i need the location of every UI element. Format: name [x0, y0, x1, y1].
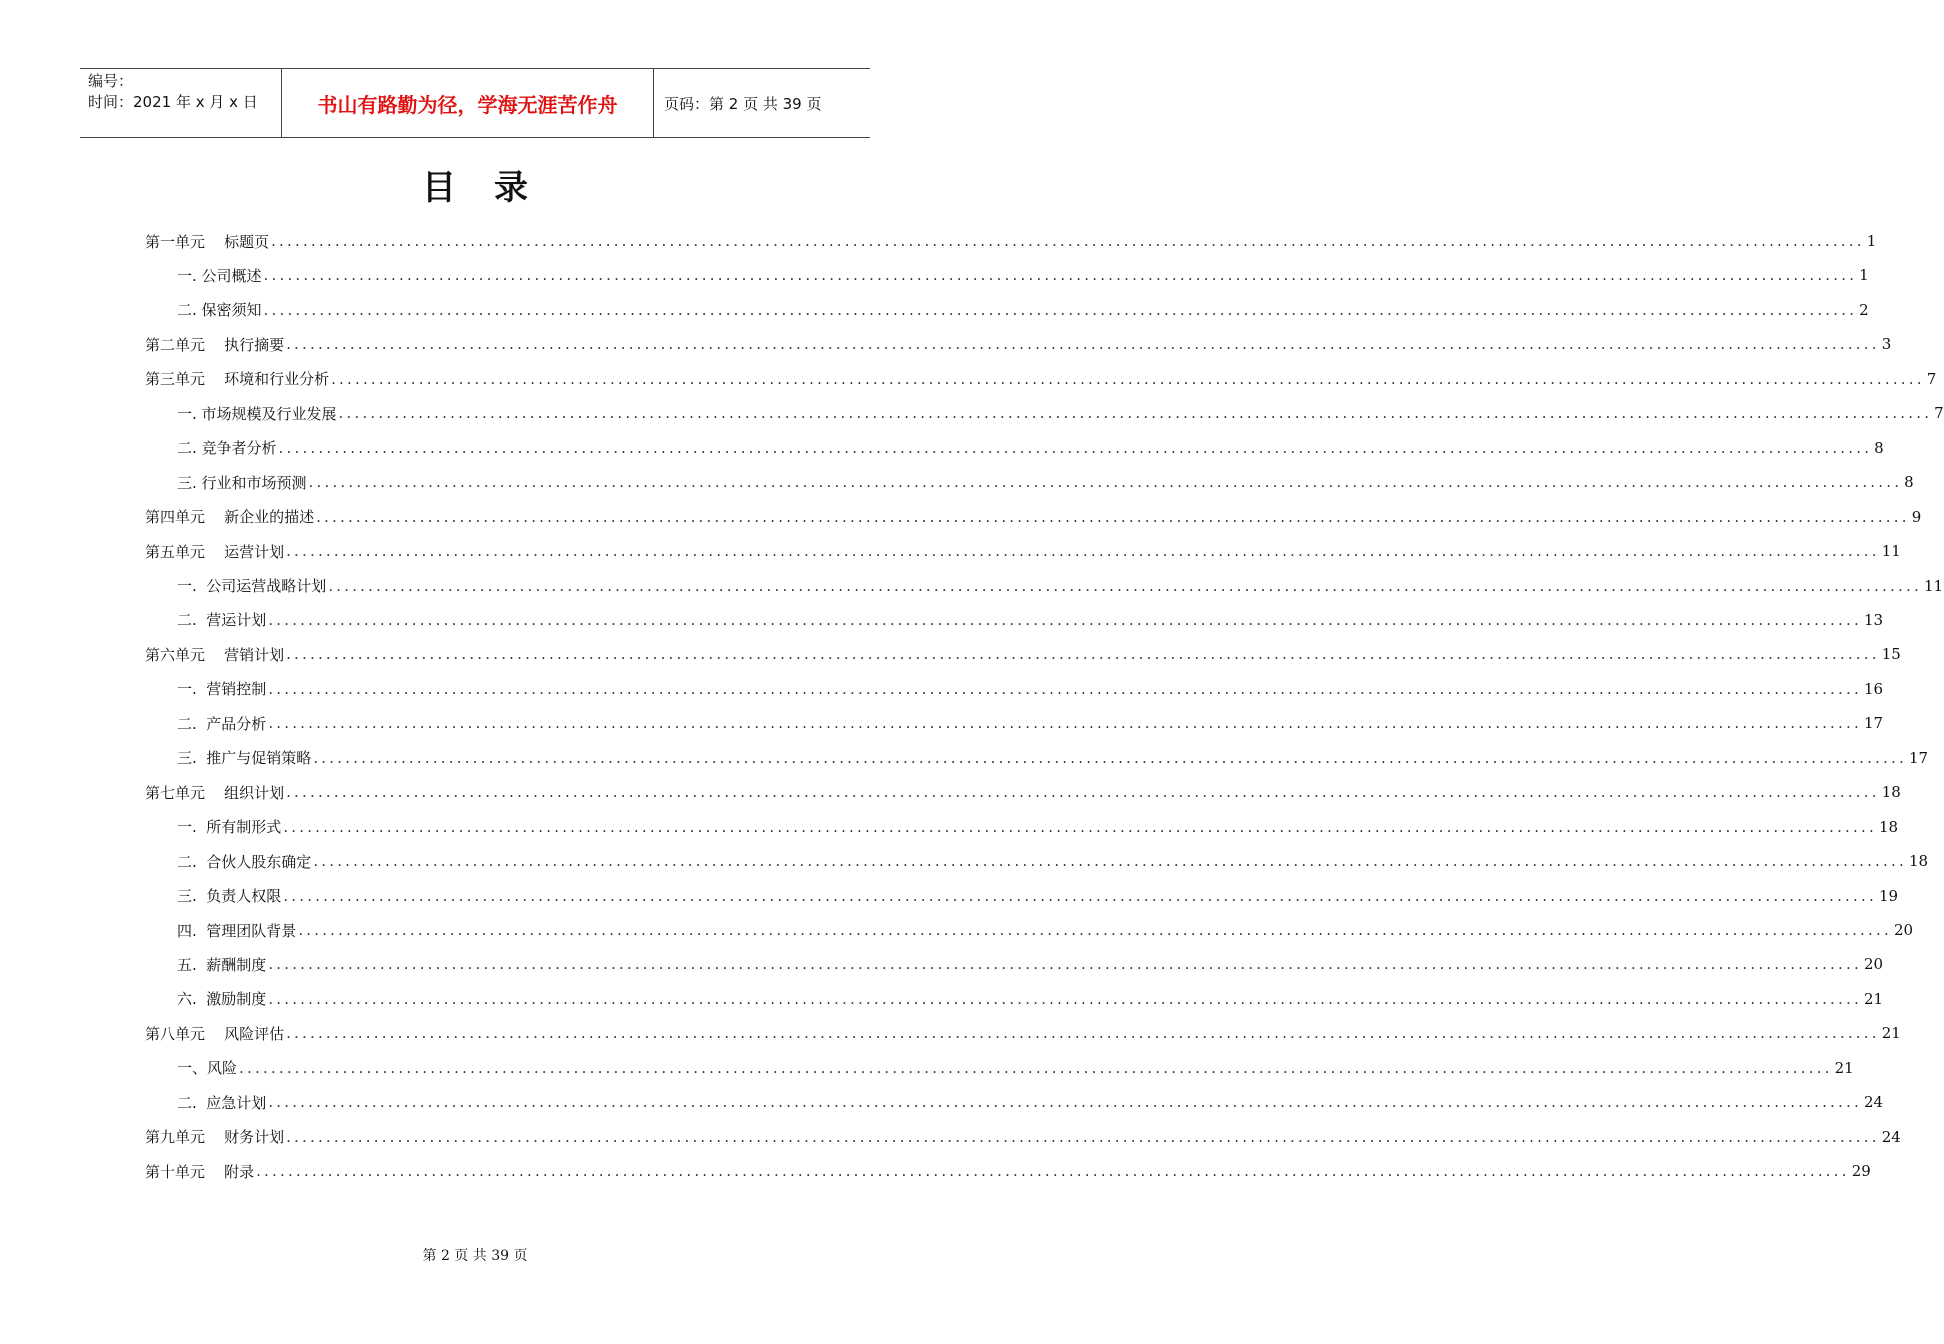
toc-entry-page: 21 [1863, 989, 1884, 1008]
toc-entry[interactable] [177, 982, 1884, 1016]
toc-leader-dots: ........................................................................................................................................................................................................ [268, 714, 1862, 733]
toc-entry[interactable] [177, 672, 1884, 706]
toc-entry-title: 第三单元 环境和行业分析 [145, 370, 330, 389]
toc-entry-title: 一. 公司运营战略计划 [177, 577, 327, 595]
toc-entry[interactable] [177, 396, 1944, 430]
toc-leader-dots: ........................................................................................................................................................................................................ [278, 438, 1873, 457]
toc-entry-title: 第十单元 附录 [145, 1162, 255, 1181]
toc-entry-title: 一. 公司概述 [177, 266, 262, 285]
toc-entry-title: 二. 合伙人股东确定 [177, 852, 312, 871]
toc-leader-dots: ........................................................................................................................................................................................................ [298, 921, 1892, 939]
toc-leader-dots: ........................................................................................................................................................................................................ [263, 266, 1858, 285]
toc-entry-title: 五. 薪酬制度 [177, 955, 267, 974]
toc-entry-title: 二. 应急计划 [177, 1093, 267, 1112]
number-label: 编号： [88, 72, 134, 90]
toc-entry[interactable] [177, 293, 1869, 327]
toc-entry[interactable] [177, 431, 1884, 465]
toc-entry-title: 第六单元 营销计划 [145, 645, 285, 664]
toc-entry[interactable] [177, 879, 1899, 913]
header-meta [80, 69, 282, 137]
toc-entry[interactable] [145, 775, 1901, 809]
toc-entry-page: 13 [1863, 610, 1884, 629]
toc-entry-title: 三. 负责人权限 [177, 887, 282, 906]
toc-entry[interactable] [177, 913, 1914, 947]
toc-entry[interactable] [145, 534, 1901, 568]
toc-entry-page: 24 [1863, 1093, 1884, 1112]
toc-leader-dots: ........................................................................................................................................................................................................ [313, 852, 1907, 871]
toc-entry-title: 二. 营运计划 [177, 611, 267, 630]
toc-entry-page: 9 [1911, 507, 1922, 526]
toc-entry-title: 第五单元 运营计划 [145, 542, 285, 561]
toc-entry[interactable] [145, 327, 1892, 361]
toc-entry-title: 三. 行业和市场预测 [177, 473, 307, 492]
toc-leader-dots: ........................................................................................................................................................................................................ [313, 748, 1907, 767]
toc-leader-dots: ........................................................................................................................................................................................................ [328, 576, 1922, 595]
toc-entry[interactable] [145, 637, 1901, 671]
toc-leader-dots: ........................................................................................................................................................................................................ [286, 542, 1880, 561]
toc-leader-dots: ........................................................................................................................................................................................................ [338, 404, 1933, 423]
toc-entry-page: 21 [1834, 1058, 1854, 1077]
toc-leader-dots: ........................................................................................................................................................................................................ [286, 645, 1880, 664]
toc-leader-dots: ........................................................................................................................................................................................................ [286, 1024, 1880, 1043]
toc-leader-dots: ........................................................................................................................................................................................................ [268, 955, 1862, 974]
header-motto: 书山有路勤为径，学海无涯苦作舟 [282, 69, 654, 137]
toc-entry-page: 11 [1923, 576, 1944, 595]
toc-leader-dots: ........................................................................................................................................................................................................ [256, 1162, 1850, 1181]
page-footer: 第 2 页 共 39 页 [422, 1248, 528, 1264]
toc-entry-title: 三. 推广与促销策略 [177, 749, 312, 768]
toc-entry[interactable] [177, 844, 1929, 878]
toc-entry-page: 8 [1904, 473, 1914, 492]
toc-entry-title: 二. 产品分析 [177, 714, 267, 733]
toc-entry[interactable] [177, 465, 1914, 499]
page-header [80, 68, 870, 138]
toc-entry-title: 一. 营销控制 [177, 680, 267, 699]
toc-entry-title: 一、风险 [177, 1059, 238, 1078]
toc-entry-title: 第八单元 风险评估 [145, 1024, 285, 1043]
page-title: 目录 [422, 168, 566, 208]
toc-entry-title: 第七单元 组织计划 [145, 783, 285, 802]
toc-entry-page: 19 [1878, 886, 1899, 905]
toc-entry[interactable] [145, 1154, 1871, 1188]
toc-entry[interactable] [145, 500, 1922, 534]
toc-entry[interactable] [177, 810, 1899, 844]
toc-leader-dots: ........................................................................................................................................................................................................ [331, 369, 1925, 388]
toc-leader-dots: ........................................................................................................................................................................................................ [316, 507, 1910, 526]
toc-leader-dots: ........................................................................................................................................................................................................ [308, 473, 1903, 492]
toc-entry-page: 24 [1881, 1127, 1901, 1146]
toc-entry-title: 二. 保密须知 [177, 301, 262, 320]
toc-entry[interactable] [177, 741, 1929, 775]
toc-entry-title: 一. 市场规模及行业发展 [177, 404, 337, 423]
toc-entry[interactable] [177, 603, 1884, 637]
toc-entry-page: 20 [1893, 921, 1914, 939]
toc-entry-title: 一. 所有制形式 [177, 818, 282, 837]
toc-entry[interactable] [177, 569, 1944, 603]
toc-entry-page: 17 [1908, 748, 1929, 767]
toc-leader-dots: ........................................................................................................................................................................................................ [263, 300, 1858, 319]
toc-entry-page: 15 [1881, 645, 1901, 664]
toc-entry-page: 1 [1866, 232, 1877, 250]
toc-entry-page: 21 [1881, 1024, 1901, 1043]
toc-entry-page: 16 [1863, 679, 1884, 698]
toc-entry-page: 29 [1851, 1162, 1871, 1181]
toc-entry-title: 六. 激励制度 [177, 990, 267, 1009]
toc-leader-dots: ........................................................................................................................................................................................................ [268, 1093, 1862, 1112]
toc-entry-page: 18 [1878, 817, 1899, 836]
toc-entry[interactable] [145, 362, 1937, 396]
toc-entry-page: 2 [1859, 300, 1869, 319]
toc-entry-page: 18 [1881, 783, 1901, 802]
toc-leader-dots: ........................................................................................................................................................................................................ [268, 679, 1862, 698]
toc-entry-title: 第九单元 财务计划 [145, 1128, 285, 1147]
toc-leader-dots: ........................................................................................................................................................................................................ [286, 1127, 1880, 1146]
toc-leader-dots: ........................................................................................................................................................................................................ [268, 989, 1862, 1008]
toc-entry[interactable] [145, 224, 1877, 258]
toc-leader-dots: ........................................................................................................................................................................................................ [286, 335, 1880, 354]
toc-entry-page: 7 [1934, 404, 1944, 423]
toc-leader-dots: ........................................................................................................................................................................................................ [268, 610, 1862, 629]
toc-entry-page: 8 [1874, 438, 1884, 457]
toc-leader-dots: ........................................................................................................................................................................................................ [283, 886, 1877, 905]
toc-entry-page: 1 [1859, 266, 1869, 285]
time-label: 时间：2021 年 x 月 x 日 [88, 93, 258, 111]
toc-entry[interactable] [177, 258, 1869, 292]
toc-entry-page: 17 [1863, 714, 1884, 733]
toc-entry[interactable] [177, 947, 1884, 981]
toc-leader-dots: ........................................................................................................................................................................................................ [271, 232, 1865, 250]
toc-entry[interactable] [177, 706, 1884, 740]
toc-entry-title: 四. 管理团队背景 [177, 921, 297, 940]
toc-entry[interactable] [145, 1016, 1901, 1050]
toc-entry-title: 第二单元 执行摘要 [145, 335, 285, 354]
toc-entry-page: 3 [1881, 335, 1892, 354]
toc-entry-title: 第四单元 新企业的描述 [145, 508, 315, 527]
toc-entry-page: 18 [1908, 852, 1929, 871]
toc-entry-page: 7 [1926, 369, 1937, 388]
toc-entry[interactable] [145, 1120, 1901, 1154]
toc-entry-title: 二. 竞争者分析 [177, 439, 277, 458]
toc-leader-dots: ........................................................................................................................................................................................................ [283, 817, 1877, 836]
toc-entry[interactable] [177, 1051, 1854, 1085]
toc-entry-title: 第一单元 标题页 [145, 232, 270, 251]
header-page-info: 页码：第 2 页 共 39 页 [664, 94, 822, 113]
toc-entry-page: 20 [1863, 955, 1884, 974]
toc-entry-page: 11 [1881, 542, 1901, 561]
toc-entry[interactable] [177, 1085, 1884, 1119]
toc-leader-dots: ........................................................................................................................................................................................................ [286, 783, 1880, 802]
toc-leader-dots: ........................................................................................................................................................................................................ [239, 1058, 1833, 1077]
